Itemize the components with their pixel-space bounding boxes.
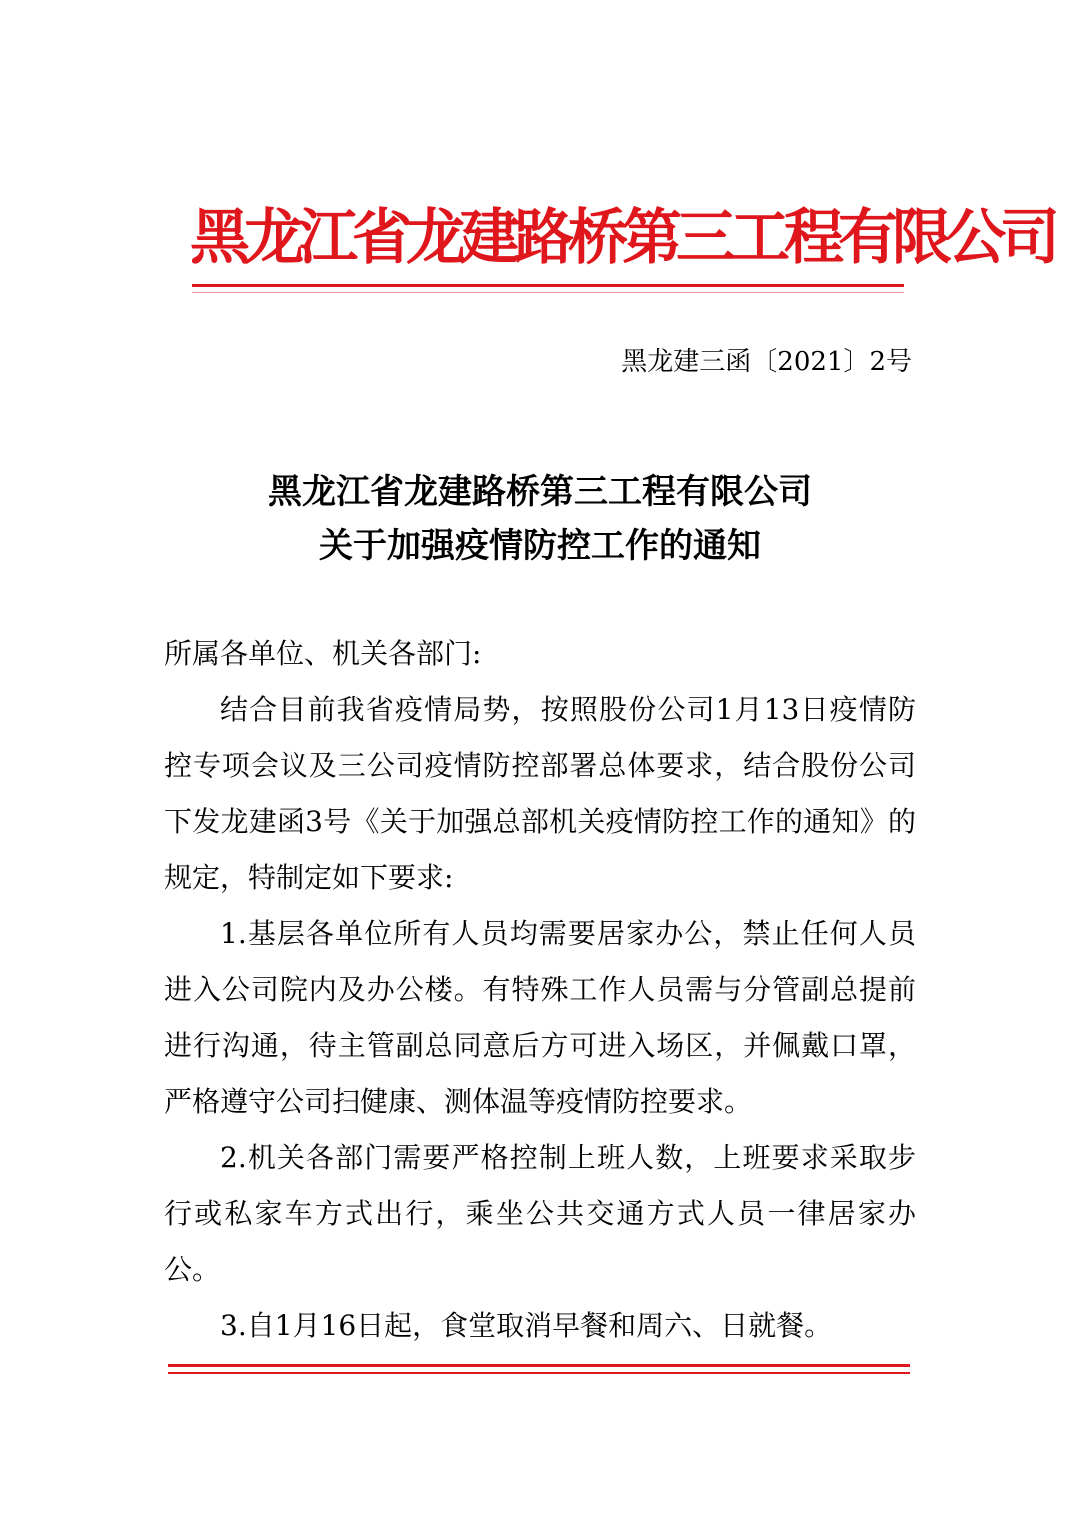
footer-red-rule-top <box>168 1364 910 1367</box>
document-title-line-2: 关于加强疫情防控工作的通知 <box>319 526 761 566</box>
body-paragraph-item-2: 2.机关各部门需要严格控制上班人数，上班要求采取步行或私家车方式出行，乘坐公共交通方式人员一律居家办公。 <box>164 1141 916 1286</box>
footer-red-rule-bottom <box>168 1372 910 1374</box>
org-letterhead-title: 黑龙江省龙建路桥第三工程有限公司 <box>190 203 1054 273</box>
salutation: 所属各单位、机关各部门: <box>164 637 482 670</box>
document-title-line-1: 黑龙江省龙建路桥第三工程有限公司 <box>268 472 812 512</box>
body-paragraph-item-1: 1.基层各单位所有人员均需要居家办公，禁止任何人员进入公司院内及办公楼。有特殊工作人员需与分管副总提前进行沟通，待主管副总同意后方可进入场区，并佩戴口罩，严格遵守公司扫健康、测体温等疫情防控要求。 <box>164 917 916 1118</box>
document-body <box>164 626 916 1354</box>
document-number: 黑龙建三函〔2021〕2号 <box>621 347 912 377</box>
body-paragraph-intro: 结合目前我省疫情局势，按照股份公司1月13日疫情防控专项会议及三公司疫情防控部署总体要求，结合股份公司下发龙建函3号《关于加强总部机关疫情防控工作的通知》的规定，特制定如下要求: <box>164 693 916 894</box>
letterhead-red-rule-thin <box>192 292 904 293</box>
letterhead-red-rule <box>192 284 904 287</box>
body-paragraph-item-3: 3.自1月16日起，食堂取消早餐和周六、日就餐。 <box>220 1309 833 1342</box>
